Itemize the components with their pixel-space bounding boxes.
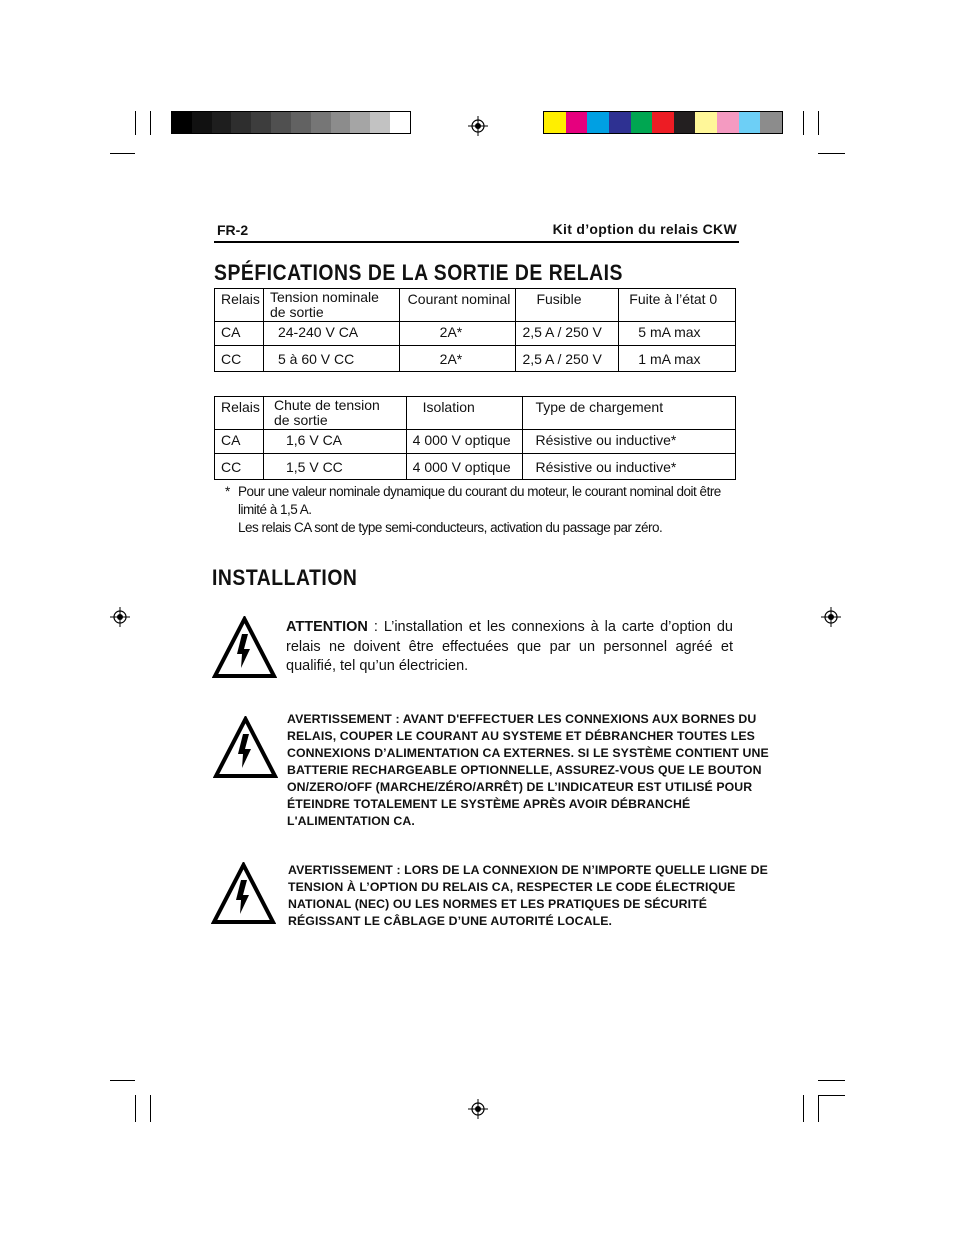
crop-mark — [110, 153, 135, 154]
table-row — [215, 322, 736, 346]
color-swatch — [739, 112, 761, 133]
table-cell: 24-240 V CA — [263, 322, 399, 346]
color-swatch — [192, 112, 212, 133]
attention-text: : L’installation et les connexions à la carte d’option du relais ne doivent être effectuées que par un personnel agréé et qualifié, tel qu’un électricien. — [286, 619, 733, 674]
table-cell: CA — [215, 430, 264, 454]
color-swatch — [674, 112, 696, 133]
table-header-cell: Courant nominal — [399, 289, 516, 322]
table-cell: 5 à 60 V CC — [263, 346, 399, 372]
table-cell: 4 000 V optique — [406, 430, 523, 454]
table-row — [215, 346, 736, 372]
table-header-cell: Type de chargement — [523, 397, 736, 430]
color-swatch — [609, 112, 631, 133]
document-title: Kit d’option du relais CKW — [552, 221, 737, 237]
table-cell: 5 mA max — [619, 322, 736, 346]
crop-mark — [135, 111, 136, 135]
table-header-cell: Relais — [215, 397, 264, 430]
crop-mark — [110, 1080, 135, 1081]
registration-mark-icon — [468, 116, 488, 136]
color-bar — [543, 111, 783, 134]
table-cell: 4 000 V optique — [406, 454, 523, 480]
table-row — [215, 454, 736, 480]
crop-mark — [818, 1095, 819, 1122]
crop-mark — [818, 1095, 845, 1096]
color-swatch — [652, 112, 674, 133]
table-cell: 2,5 A / 250 V — [516, 346, 619, 372]
color-swatch — [631, 112, 653, 133]
warning-line: TENSION À L’OPTION DU RELAIS CA, RESPECTER LE CODE ÉLECTRIQUE — [288, 880, 736, 894]
registration-mark-icon — [110, 607, 130, 627]
crop-mark — [818, 153, 845, 154]
crop-mark — [803, 1095, 804, 1122]
table-header-line: de sortie — [273, 412, 328, 428]
crop-mark — [135, 1095, 136, 1122]
warning-block-1 — [287, 711, 769, 830]
attention-paragraph — [286, 618, 733, 677]
electrical-warning-icon — [213, 716, 278, 779]
table-cell: CA — [215, 322, 264, 346]
table-header-cell: Fusible — [516, 289, 619, 322]
color-swatch — [291, 112, 311, 133]
grayscale-bar — [171, 111, 411, 134]
warning-line: RELAIS, COUPER LE COURANT AU SYSTEME ET DÉBRANCHER TOUTES LES — [287, 729, 755, 743]
color-swatch — [566, 112, 588, 133]
spec-table-2 — [214, 396, 736, 480]
warning-line: BATTERIE RECHARGEABLE OPTIONNELLE, ASSUREZ-VOUS QUE LE BOUTON — [287, 763, 762, 777]
warning-line: CONNEXIONS D’ALIMENTATION CA EXTERNES. SI LE SYSTÈME CONTIENT UNE — [287, 746, 769, 760]
crop-mark — [818, 1080, 845, 1081]
color-swatch — [271, 112, 291, 133]
color-swatch — [212, 112, 232, 133]
warning-line: ON/ZERO/OFF (MARCHE/ZÉRO/ARRÊT) DE L’INDICATEUR EST UTILISÉ POUR — [287, 780, 753, 794]
color-swatch — [370, 112, 390, 133]
electrical-warning-icon — [212, 616, 277, 679]
registration-mark-icon — [468, 1099, 488, 1119]
table-cell: 2A* — [399, 346, 516, 372]
table-header-row — [215, 397, 736, 430]
crop-mark — [818, 111, 819, 135]
color-swatch — [544, 112, 566, 133]
table-header-line: Tension nominale — [269, 289, 379, 305]
table-header-line: de sortie — [269, 304, 324, 320]
footnote-line: Pour une valeur nominale dynamique du courant du moteur, le courant nominal doit être — [238, 484, 721, 499]
warning-line: AVERTISSEMENT : LORS DE LA CONNEXION DE N’IMPORTE QUELLE LIGNE DE — [288, 863, 768, 877]
crop-mark — [150, 111, 151, 135]
color-swatch — [231, 112, 251, 133]
color-swatch — [350, 112, 370, 133]
color-swatch — [331, 112, 351, 133]
table-cell: 1 mA max — [619, 346, 736, 372]
table-cell: Résistive ou inductive* — [523, 454, 736, 480]
registration-mark-icon — [821, 607, 841, 627]
table-cell: Résistive ou inductive* — [523, 430, 736, 454]
warning-block-2 — [288, 862, 768, 930]
warning-line: L'ALIMENTATION CA. — [287, 814, 415, 828]
warning-line: NATIONAL (NEC) OU LES NORMES ET LES PRATIQUES DE SÉCURITÉ — [288, 897, 708, 911]
table-row — [215, 430, 736, 454]
table-cell: 1,5 V CC — [263, 454, 406, 480]
warning-line: RÉGISSANT LE CÂBLAGE D’UNE AUTORITÉ LOCALE. — [288, 914, 613, 928]
table-cell: 1,6 V CA — [263, 430, 406, 454]
table-header-cell: Fuite à l’état 0 — [619, 289, 736, 322]
spec-table-1 — [214, 288, 736, 372]
warning-line: AVERTISSEMENT : AVANT D'EFFECTUER LES CONNEXIONS AUX BORNES DU — [287, 712, 757, 726]
header-rule — [214, 241, 739, 243]
table-cell: 2,5 A / 250 V — [516, 322, 619, 346]
section-title-installation: INSTALLATION — [212, 565, 358, 590]
footnote-line: Les relais CA sont de type semi-conducteurs, activation du passage par zéro. — [238, 520, 663, 535]
color-swatch — [390, 112, 410, 133]
color-swatch — [717, 112, 739, 133]
table-header-row — [215, 289, 736, 322]
table-cell: 2A* — [399, 322, 516, 346]
table-header-cell — [263, 397, 406, 430]
page-number: FR-2 — [217, 222, 249, 238]
table-cell: CC — [215, 454, 264, 480]
table-cell: CC — [215, 346, 264, 372]
crop-mark — [150, 1095, 151, 1122]
section-title-specifications: SPÉFICATIONS DE LA SORTIE DE RELAIS — [214, 260, 623, 285]
color-swatch — [760, 112, 782, 133]
color-swatch — [172, 112, 192, 133]
crop-mark — [803, 111, 804, 135]
color-swatch — [251, 112, 271, 133]
table-header-cell: Isolation — [406, 397, 523, 430]
color-swatch — [311, 112, 331, 133]
color-swatch — [695, 112, 717, 133]
table-header-cell: Relais — [215, 289, 264, 322]
footnote-line: limité à 1,5 A. — [238, 502, 312, 517]
table-header-cell — [263, 289, 399, 322]
warning-line: ÉTEINDRE TOTALEMENT LE SYSTÈME APRÈS AVOIR DÉBRANCHÉ — [287, 797, 691, 811]
attention-label: ATTENTION — [286, 619, 368, 635]
table-header-line: Chute de tension — [273, 397, 380, 413]
electrical-warning-icon — [211, 862, 276, 925]
color-swatch — [587, 112, 609, 133]
footnote-star: * — [225, 484, 230, 499]
